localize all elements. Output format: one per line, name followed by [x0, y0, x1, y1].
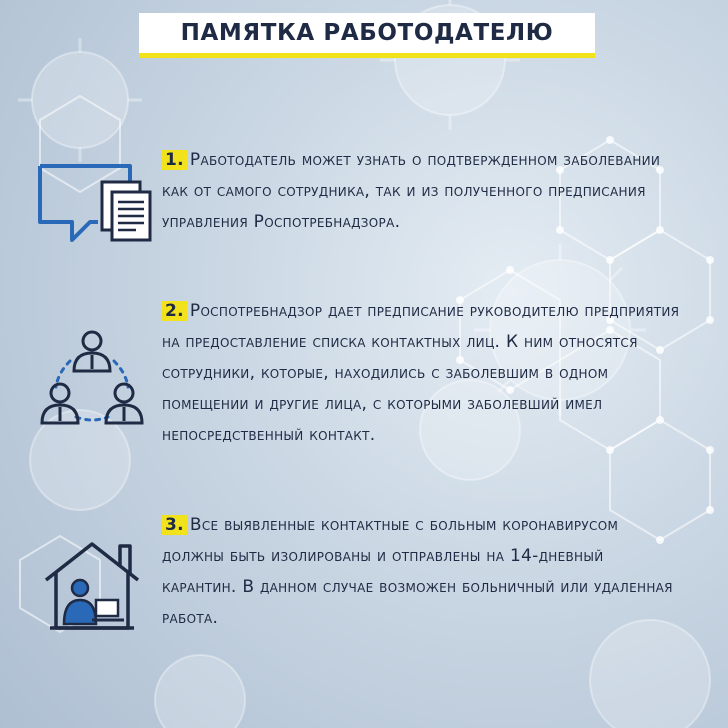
item-3 [162, 510, 682, 634]
item-text [162, 296, 682, 451]
item-body: Роспотребнадзор дает предписание руководителю предприятия на предоставление списка контактных лиц. К ним относятся сотрудники, которые, находились с заболевшим в одном помещении и другие лица, с которыми заболевший имел непосредственный контакт. [162, 301, 680, 445]
page-title: ПАМЯТКА РАБОТОДАТЕЛЮ [180, 20, 554, 46]
item-number: 1. [162, 150, 187, 170]
contact-network-icon [40, 325, 145, 430]
item-number: 3. [162, 515, 187, 535]
item-number: 2. [162, 301, 187, 321]
remote-work-house-icon [42, 540, 142, 635]
item-2 [162, 296, 682, 451]
item-1 [162, 145, 682, 238]
item-text [162, 145, 682, 238]
title-banner [139, 13, 595, 58]
item-body: Работодатель может узнать о подтвержденном заболевании как от самого сотрудника, так и из полученного предписания управления Роспотребнадзора. [162, 150, 661, 232]
item-body: Все выявленные контактные с больным коронавирусом должны быть изолированы и отправлены на 14-дневный карантин. В данном случае возможен больничный или удаленная работа. [162, 515, 673, 628]
documents-chat-icon [32, 160, 157, 250]
item-text [162, 510, 682, 634]
